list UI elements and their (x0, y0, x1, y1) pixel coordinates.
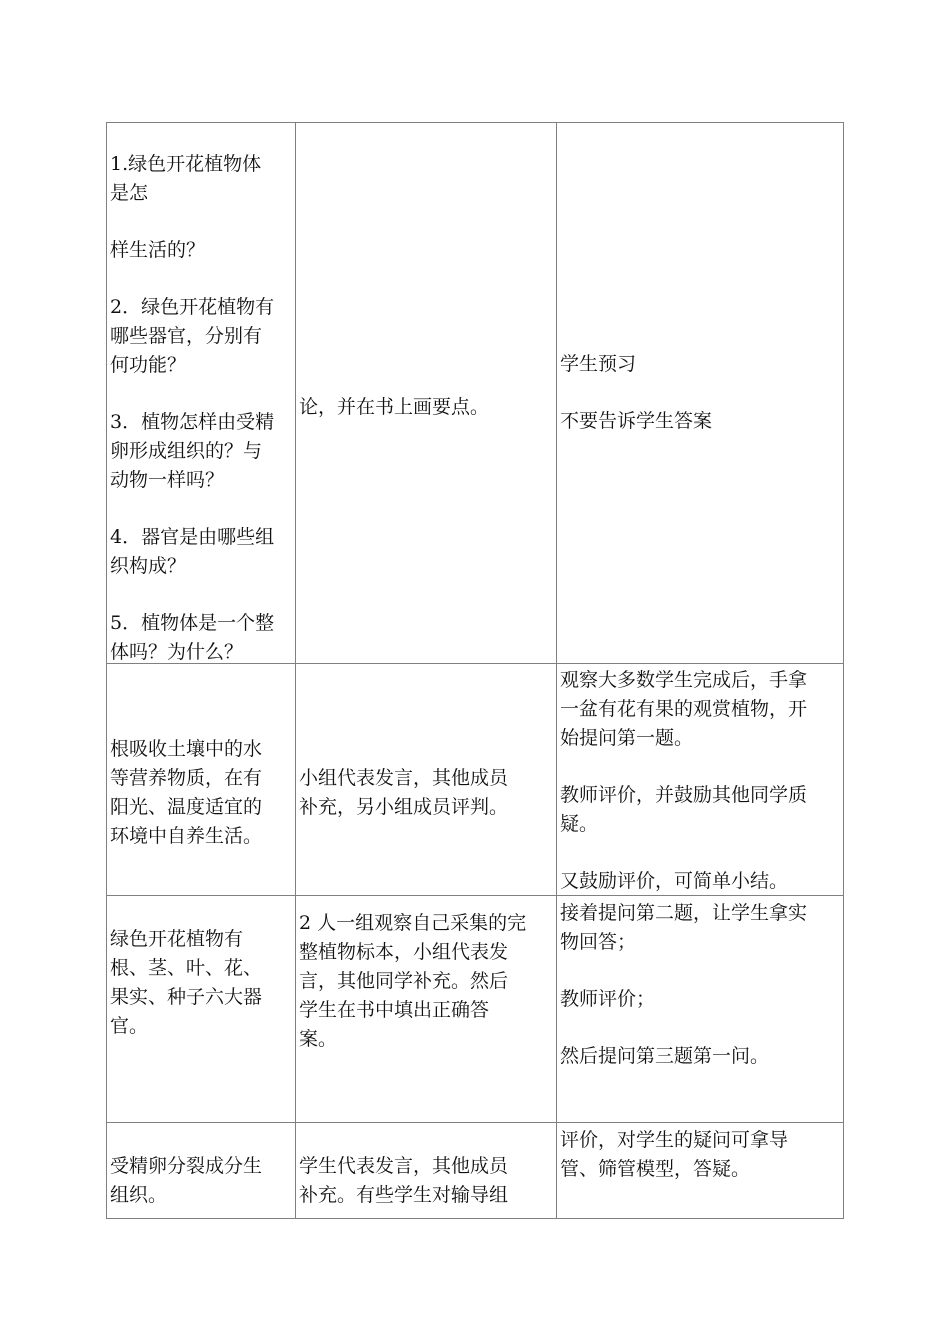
row4-col1-text: 受精卵分裂成分生 组织。 (110, 1155, 263, 1206)
row2-col3-text-1: 观察大多数学生完成后，手拿 一盆有花有果的观赏植物，开 始提问第一题。 (560, 669, 808, 749)
row1-col3-teacher-activity (557, 350, 843, 436)
question-4: 4．器官是由哪些组 织构成？ (110, 526, 275, 577)
row3-col1-text: 绿色开花植物有 根、茎、叶、花、 果实、种子六大器 官。 (110, 928, 263, 1037)
question-2: 2．绿色开花植物有 哪些器官，分别有 何功能？ (110, 296, 275, 376)
question-5: 5．植物体是一个整 体吗？为什么？ (110, 612, 275, 663)
row4-col3-teacher-activity (557, 1126, 843, 1184)
row2-col2-student-activity (296, 764, 556, 822)
row2-col1-content (107, 735, 295, 851)
row1-col3-text-2: 不要告诉学生答案 (560, 410, 713, 432)
table-border-top (106, 122, 844, 123)
row2-col1-text: 根吸收土壤中的水 等营养物质，在有 阳光、温度适宜的 环境中自养生活。 (110, 738, 263, 847)
question-3: 3．植物怎样由受精 卵形成组织的？与 动物一样吗？ (110, 411, 275, 491)
row3-col3-text-2: 教师评价； (560, 988, 656, 1010)
row3-col2-student-activity (296, 909, 556, 1054)
row2-col3-text-2: 教师评价，并鼓励其他同学质 疑。 (560, 784, 808, 835)
question-1-continued: 样生活的？ (110, 239, 206, 261)
row1-col2-text: 论，并在书上画要点。 (299, 396, 490, 418)
row4-col1-content (107, 1152, 295, 1210)
row1-col2-student-activity (296, 393, 556, 422)
table-border-bottom (106, 1218, 844, 1219)
column-divider-1 (295, 122, 296, 1219)
row3-col3-text-1: 接着提问第二题，让学生拿实 物回答； (560, 902, 808, 953)
row3-col2-text: 2 人一组观察自己采集的完 整植物标本，小组代表发 言，其他同学补充。然后 学生在书中填出正确答 案。 (299, 912, 527, 1050)
row3-col3-text-3: 然后提问第三题第一问。 (560, 1045, 770, 1067)
row3-col3-teacher-activity (557, 899, 843, 1071)
table-border-right (843, 122, 844, 1219)
row4-col2-text: 学生代表发言，其他成员 补充。有些学生对输导组 (299, 1155, 509, 1206)
row-divider-3 (106, 1122, 844, 1123)
row1-col3-text-1: 学生预习 (560, 353, 637, 375)
row4-col3-text: 评价，对学生的疑问可拿导 管、筛管模型，答疑。 (560, 1129, 789, 1180)
row2-col3-teacher-activity (557, 666, 843, 896)
question-1: 1.绿色开花植物体 是怎 (110, 153, 262, 204)
row3-col1-content (107, 925, 295, 1041)
row2-col2-text: 小组代表发言，其他成员 补充，另小组成员评判。 (299, 767, 509, 818)
row1-col1-questions (107, 150, 295, 667)
row4-col2-student-activity (296, 1152, 556, 1210)
row2-col3-text-3: 又鼓励评价，可简单小结。 (560, 870, 789, 892)
